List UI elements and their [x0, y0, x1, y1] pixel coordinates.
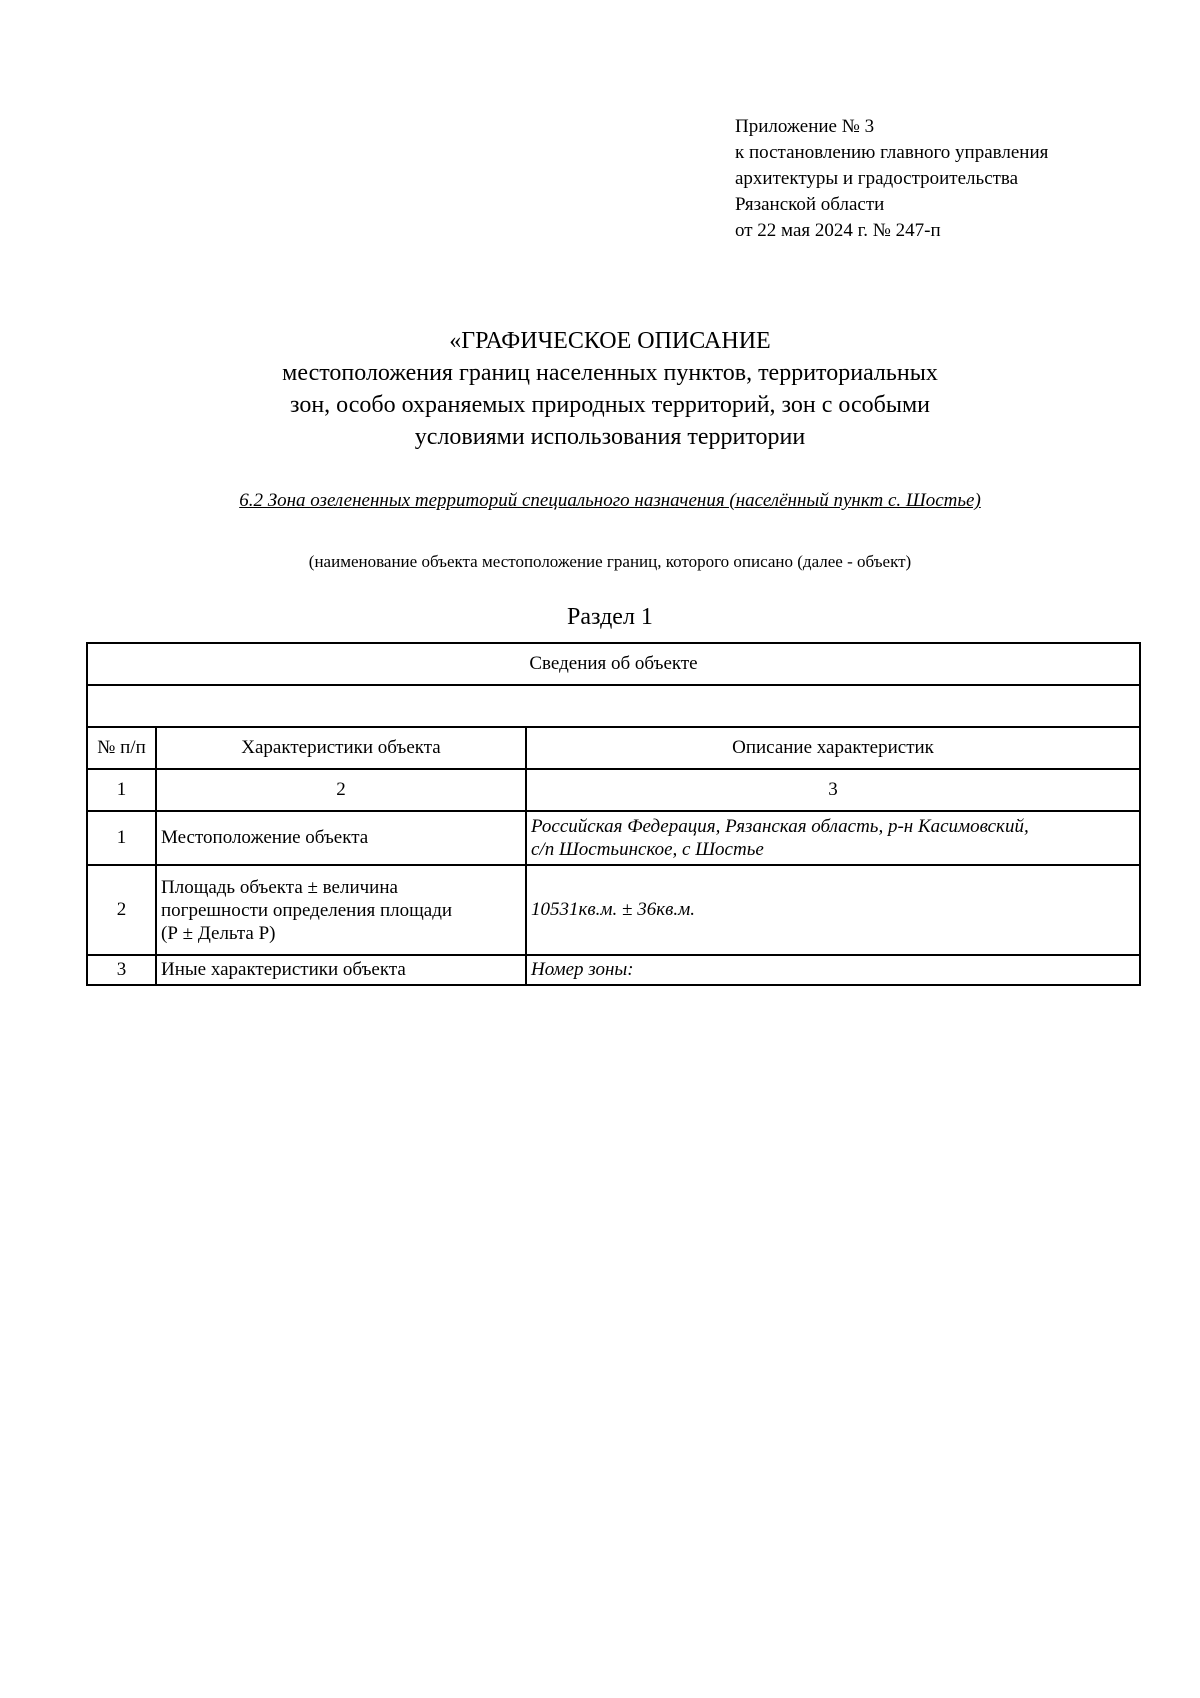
- document-title: [80, 325, 1140, 453]
- appendix-line: архитектуры и градостроительства: [735, 168, 1019, 189]
- object-name-caption: (наименование объекта местоположение границ, которого описано (далее - объект): [308, 552, 912, 571]
- row-number: 2: [87, 865, 156, 955]
- appendix-line: Приложение № 3: [735, 116, 875, 137]
- section-title: Раздел 1: [567, 604, 653, 630]
- header-number: № п/п: [87, 727, 156, 769]
- object-name: 6.2 Зона озелененных территорий специального назначения (населённый пункт с. Шостье): [239, 490, 981, 511]
- table-caption: Сведения об объекте: [87, 643, 1140, 685]
- index-cell: 2: [156, 769, 526, 811]
- description-line: Российская Федерация, Рязанская область, р-н Касимовский,: [531, 816, 1029, 837]
- characteristic-line: погрешности определения площади: [161, 899, 453, 921]
- characteristic-line: (Р ± Дельта Р): [161, 922, 276, 944]
- appendix-line: к постановлению главного управления: [735, 142, 1049, 163]
- index-cell: 3: [526, 769, 1140, 811]
- table-caption-row: [87, 643, 1140, 685]
- table-header-row: [87, 727, 1140, 769]
- object-info-table: [86, 642, 1141, 986]
- row-description: [526, 811, 1140, 865]
- table-empty-cell: [87, 685, 1140, 727]
- row-characteristic: Местоположение объекта: [156, 811, 526, 865]
- characteristic-line: Площадь объекта ± величина: [161, 876, 398, 898]
- table-index-row: [87, 769, 1140, 811]
- table-row: [87, 955, 1140, 985]
- row-characteristic: Иные характеристики объекта: [156, 955, 526, 985]
- appendix-line: от 22 мая 2024 г. № 247-п: [735, 220, 941, 241]
- header-description: Описание характеристик: [526, 727, 1140, 769]
- row-characteristic: [156, 865, 526, 955]
- row-description: Номер зоны:: [526, 955, 1140, 985]
- index-cell: 1: [87, 769, 156, 811]
- appendix-line: Рязанской области: [735, 194, 885, 215]
- row-number: 3: [87, 955, 156, 985]
- appendix-header: [735, 114, 1048, 244]
- header-characteristic: Характеристики объекта: [156, 727, 526, 769]
- table-empty-row: [87, 685, 1140, 727]
- table-row: [87, 865, 1140, 955]
- row-description: 10531кв.м. ± 36кв.м.: [526, 865, 1140, 955]
- title-line: условиями использования территории: [414, 424, 806, 450]
- table-row: [87, 811, 1140, 865]
- title-line: зон, особо охраняемых природных территорий, зон с особыми: [289, 392, 931, 418]
- title-line: местоположения границ населенных пунктов, территориальных: [282, 360, 938, 386]
- description-line: с/п Шостьинское, с Шостье: [531, 839, 764, 860]
- title-line: «ГРАФИЧЕСКОЕ ОПИСАНИЕ: [449, 328, 771, 354]
- row-number: 1: [87, 811, 156, 865]
